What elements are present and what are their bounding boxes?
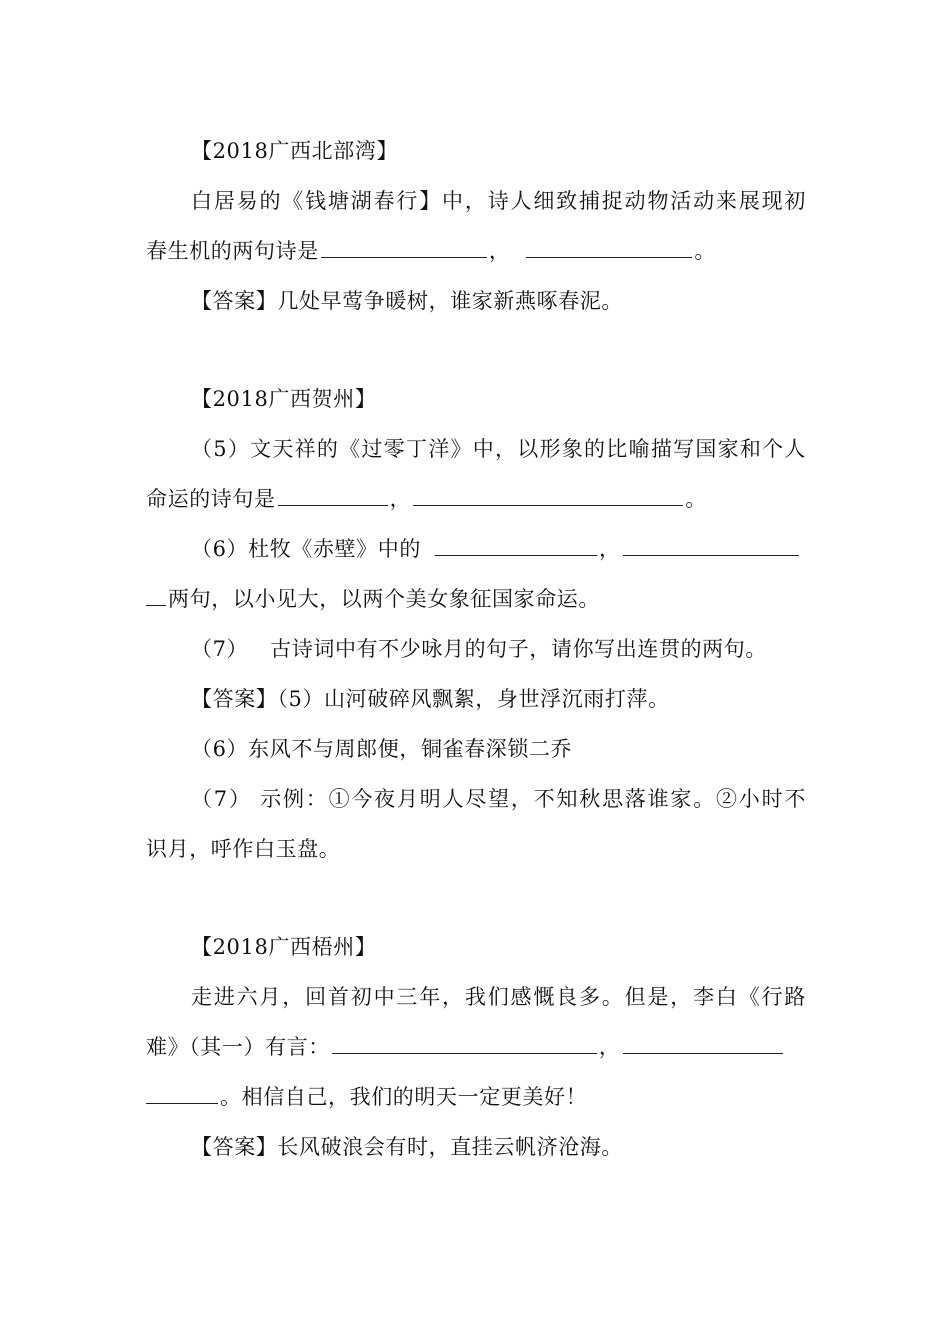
question-text-line2 [146,226,806,276]
answer-blank [332,1033,597,1054]
question-6-line1 [146,524,806,574]
question-text: 古诗词中有不少咏月的句子，请你写出连贯的两句。 [270,637,767,661]
answer-blank [623,1033,783,1054]
answer-blank [413,485,683,506]
answer-5-text: 【答案】（5）山河破碎风飘絮，身世浮沉雨打萍。 [191,687,670,711]
answer-7-text: （7） 示例：①今夜月明人尽望，不知秋思落谁家。②小时不 [191,787,806,811]
section-beibuwan [146,126,806,326]
question-text-line2 [146,1022,806,1072]
question-label: （7） [191,637,249,661]
question-5-text: （5）文天祥的《过零丁洋》中，以形象的比喻描写国家和个人 [191,437,806,461]
section-heading: 【2018广西梧州】 [191,935,377,959]
section-heading: 【2018广西贺州】 [191,387,377,411]
question-text: 白居易的《钱塘湖春行】中，诗人细致捕捉动物活动来展现初 [191,189,806,213]
punctuation: ， [488,239,511,263]
answer-blank [146,1083,218,1104]
question-7-line [146,624,806,674]
answer-blank [435,535,597,556]
question-text: 命运的诗句是 [146,487,276,511]
section-hezhou [146,374,806,874]
punctuation: 。 [694,239,717,263]
punctuation: ， [598,537,621,561]
answer-blank [526,237,692,258]
answer-6-text: （6）东风不与周郎便，铜雀春深锁二乔 [191,737,573,761]
question-5-line2 [146,474,806,524]
answer-blank [321,237,487,258]
section-wuzhou [146,922,806,1172]
question-text: 难》（其一）有言： [146,1035,330,1059]
question-text: （6）杜牧《赤壁》中的 [191,537,421,561]
question-text: 走进六月，回首初中三年，我们感慨良多。但是，李白《行路 [191,985,806,1009]
punctuation: 。 [685,487,707,511]
question-text: 春生机的两句诗是 [146,239,319,263]
punctuation: ， [389,487,412,511]
answer-blank [623,535,799,556]
answer-text: 【答案】长风破浪会有时，直挂云帆济沧海。 [191,1135,623,1159]
question-text-line3 [146,1072,806,1122]
question-text: 。相信自己，我们的明天一定更美好！ [220,1085,588,1109]
question-text: 两句，以小见大，以两个美女象征国家命运。 [168,587,600,611]
answer-7-text-line2: 识月，呼作白玉盘。 [146,837,341,861]
punctuation: ， [598,1035,621,1059]
question-6-line2 [146,574,806,624]
answer-blank [278,485,388,506]
section-heading: 【2018广西北部湾】 [191,139,399,163]
answer-text: 【答案】几处早莺争暖树，谁家新燕啄春泥。 [191,289,623,313]
answer-blank [146,585,166,606]
